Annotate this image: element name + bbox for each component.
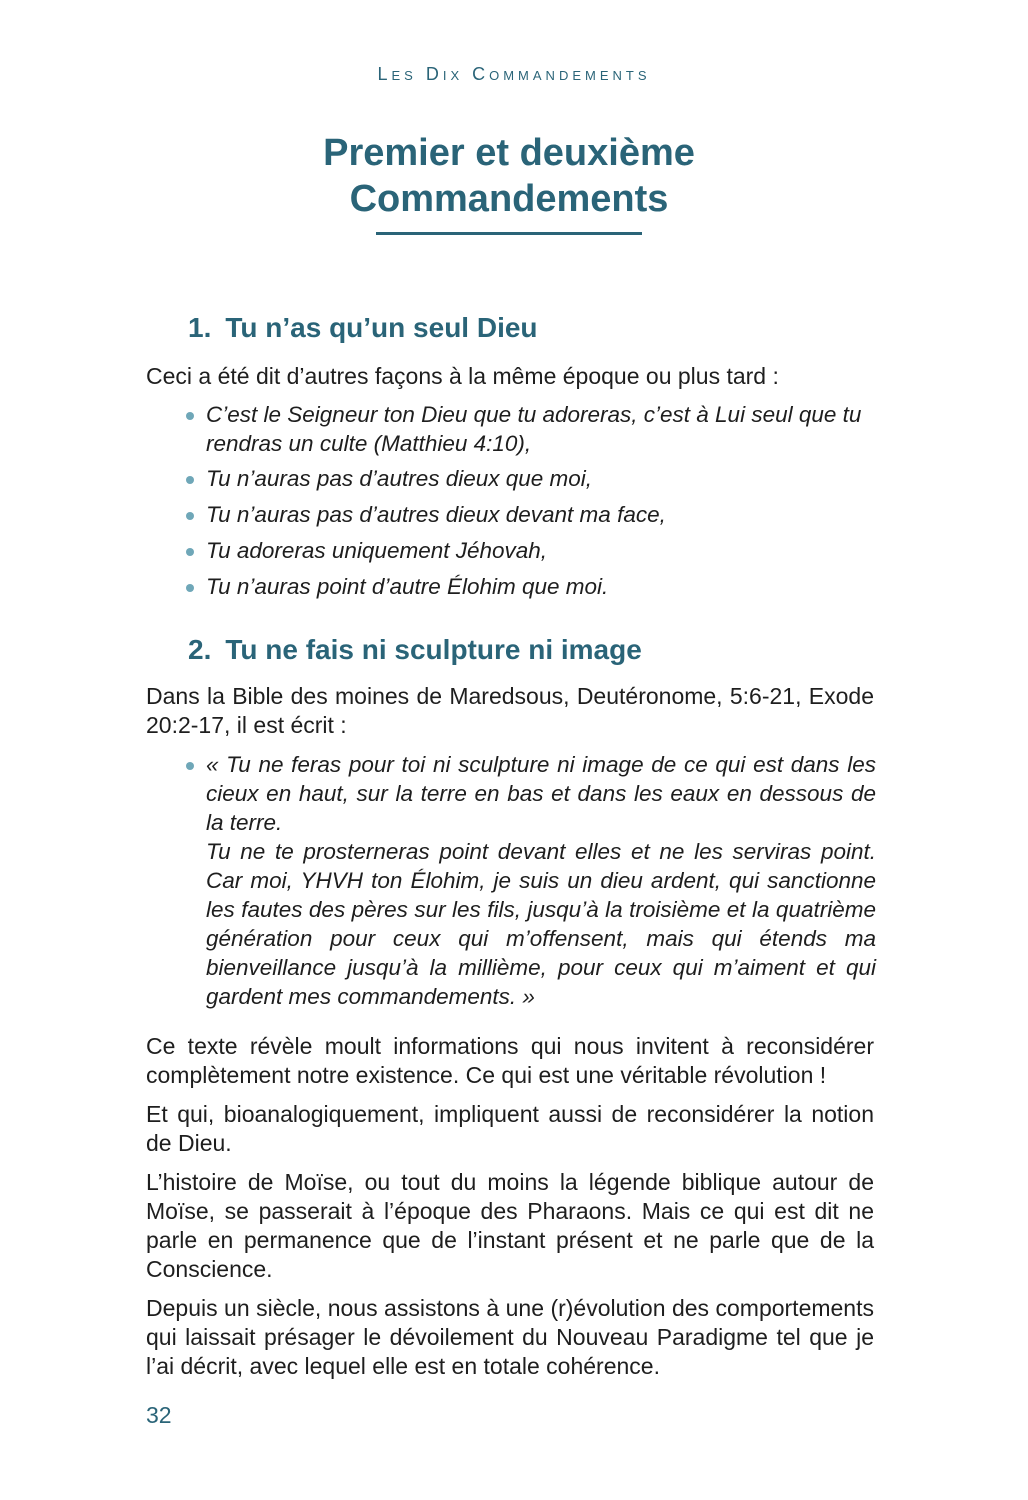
bullet-icon — [186, 762, 194, 770]
list-item-text: C’est le Seigneur ton Dieu que tu adoreras, c’est à Lui seul que tu rendras un culte (Matthieu 4:10), — [206, 402, 862, 456]
list-item — [186, 572, 876, 601]
body-paragraph-4: Depuis un siècle, nous assistons à une (r)évolution des comportements qui laissait présager le dévoilement du Nouveau Paradigme tel que je l’ai décrit, avec lequel elle est en totale cohérence. — [146, 1295, 874, 1379]
chapter-title — [0, 130, 1018, 222]
section1-number: 1. — [188, 312, 212, 343]
chapter-title-line2: Commandements — [349, 178, 669, 220]
bullet-icon — [186, 412, 194, 420]
body-paragraph-1: Ce texte révèle moult informations qui nous invitent à reconsidérer complètement notre existence. Ce qui est une véritable révolution ! — [146, 1033, 874, 1088]
section2-heading-text: Tu ne fais ni sculpture ni image — [225, 634, 642, 665]
list-item-text: Tu n’auras pas d’autres dieux devant ma face, — [206, 502, 666, 527]
quote-part1: « Tu ne feras pour toi ni sculpture ni image de ce qui est dans les cieux en haut, sur la terre en bas et dans les eaux en dessous de la terre. — [206, 752, 876, 835]
body-paragraph-3: L’histoire de Moïse, ou tout du moins la légende biblique autour de Moïse, se passerait à l’époque des Pharaons. Mais ce qui est dit ne parle en permanence que de l’instant présent et ne parle que de la Conscience. — [146, 1169, 874, 1282]
section1-heading-text: Tu n’as qu’un seul Dieu — [225, 312, 538, 343]
chapter-title-line1: Premier et deuxième — [323, 132, 695, 174]
running-head: Les Dix Commandements — [377, 64, 651, 84]
list-item — [186, 400, 876, 458]
page-number: 32 — [146, 1402, 172, 1428]
bullet-icon — [186, 476, 194, 484]
bullet-icon — [186, 584, 194, 592]
list-item-text: Tu n’auras pas d’autres dieux que moi, — [206, 466, 593, 491]
list-item — [186, 464, 876, 493]
list-item — [186, 500, 876, 529]
title-divider — [376, 232, 642, 235]
section2-number: 2. — [188, 634, 212, 665]
list-item-text: Tu n’auras point d’autre Élohim que moi. — [206, 574, 609, 599]
section2-intro: Dans la Bible des moines de Maredsous, Deutéronome, 5:6-21, Exode 20:2-17, il est écrit : — [146, 683, 874, 738]
body-paragraph-2: Et qui, bioanalogiquement, impliquent aussi de reconsidérer la notion de Dieu. — [146, 1101, 874, 1156]
section2-heading — [188, 634, 642, 666]
list-item-text: Tu adoreras uniquement Jéhovah, — [206, 538, 548, 563]
section1-heading — [188, 312, 538, 344]
quote-part2: Tu ne te prosterneras point devant elles et ne les serviras point. Car moi, YHVH ton Élohim, je suis un dieu ardent, qui sanctionne les fautes des pères sur les fils, jusqu’à la troisième et la quatrième génération pour ceux qui m’offensent, mais qui étends ma bienveillance jusqu’à la millième, pour ceux qui m’aiment et qui gardent mes commandements. » — [206, 839, 876, 1009]
bullet-icon — [186, 548, 194, 556]
list-item — [186, 536, 876, 565]
bullet-icon — [186, 512, 194, 520]
quote-block — [186, 750, 876, 1011]
section1-intro: Ceci a été dit d’autres façons à la même époque ou plus tard : — [146, 363, 779, 389]
